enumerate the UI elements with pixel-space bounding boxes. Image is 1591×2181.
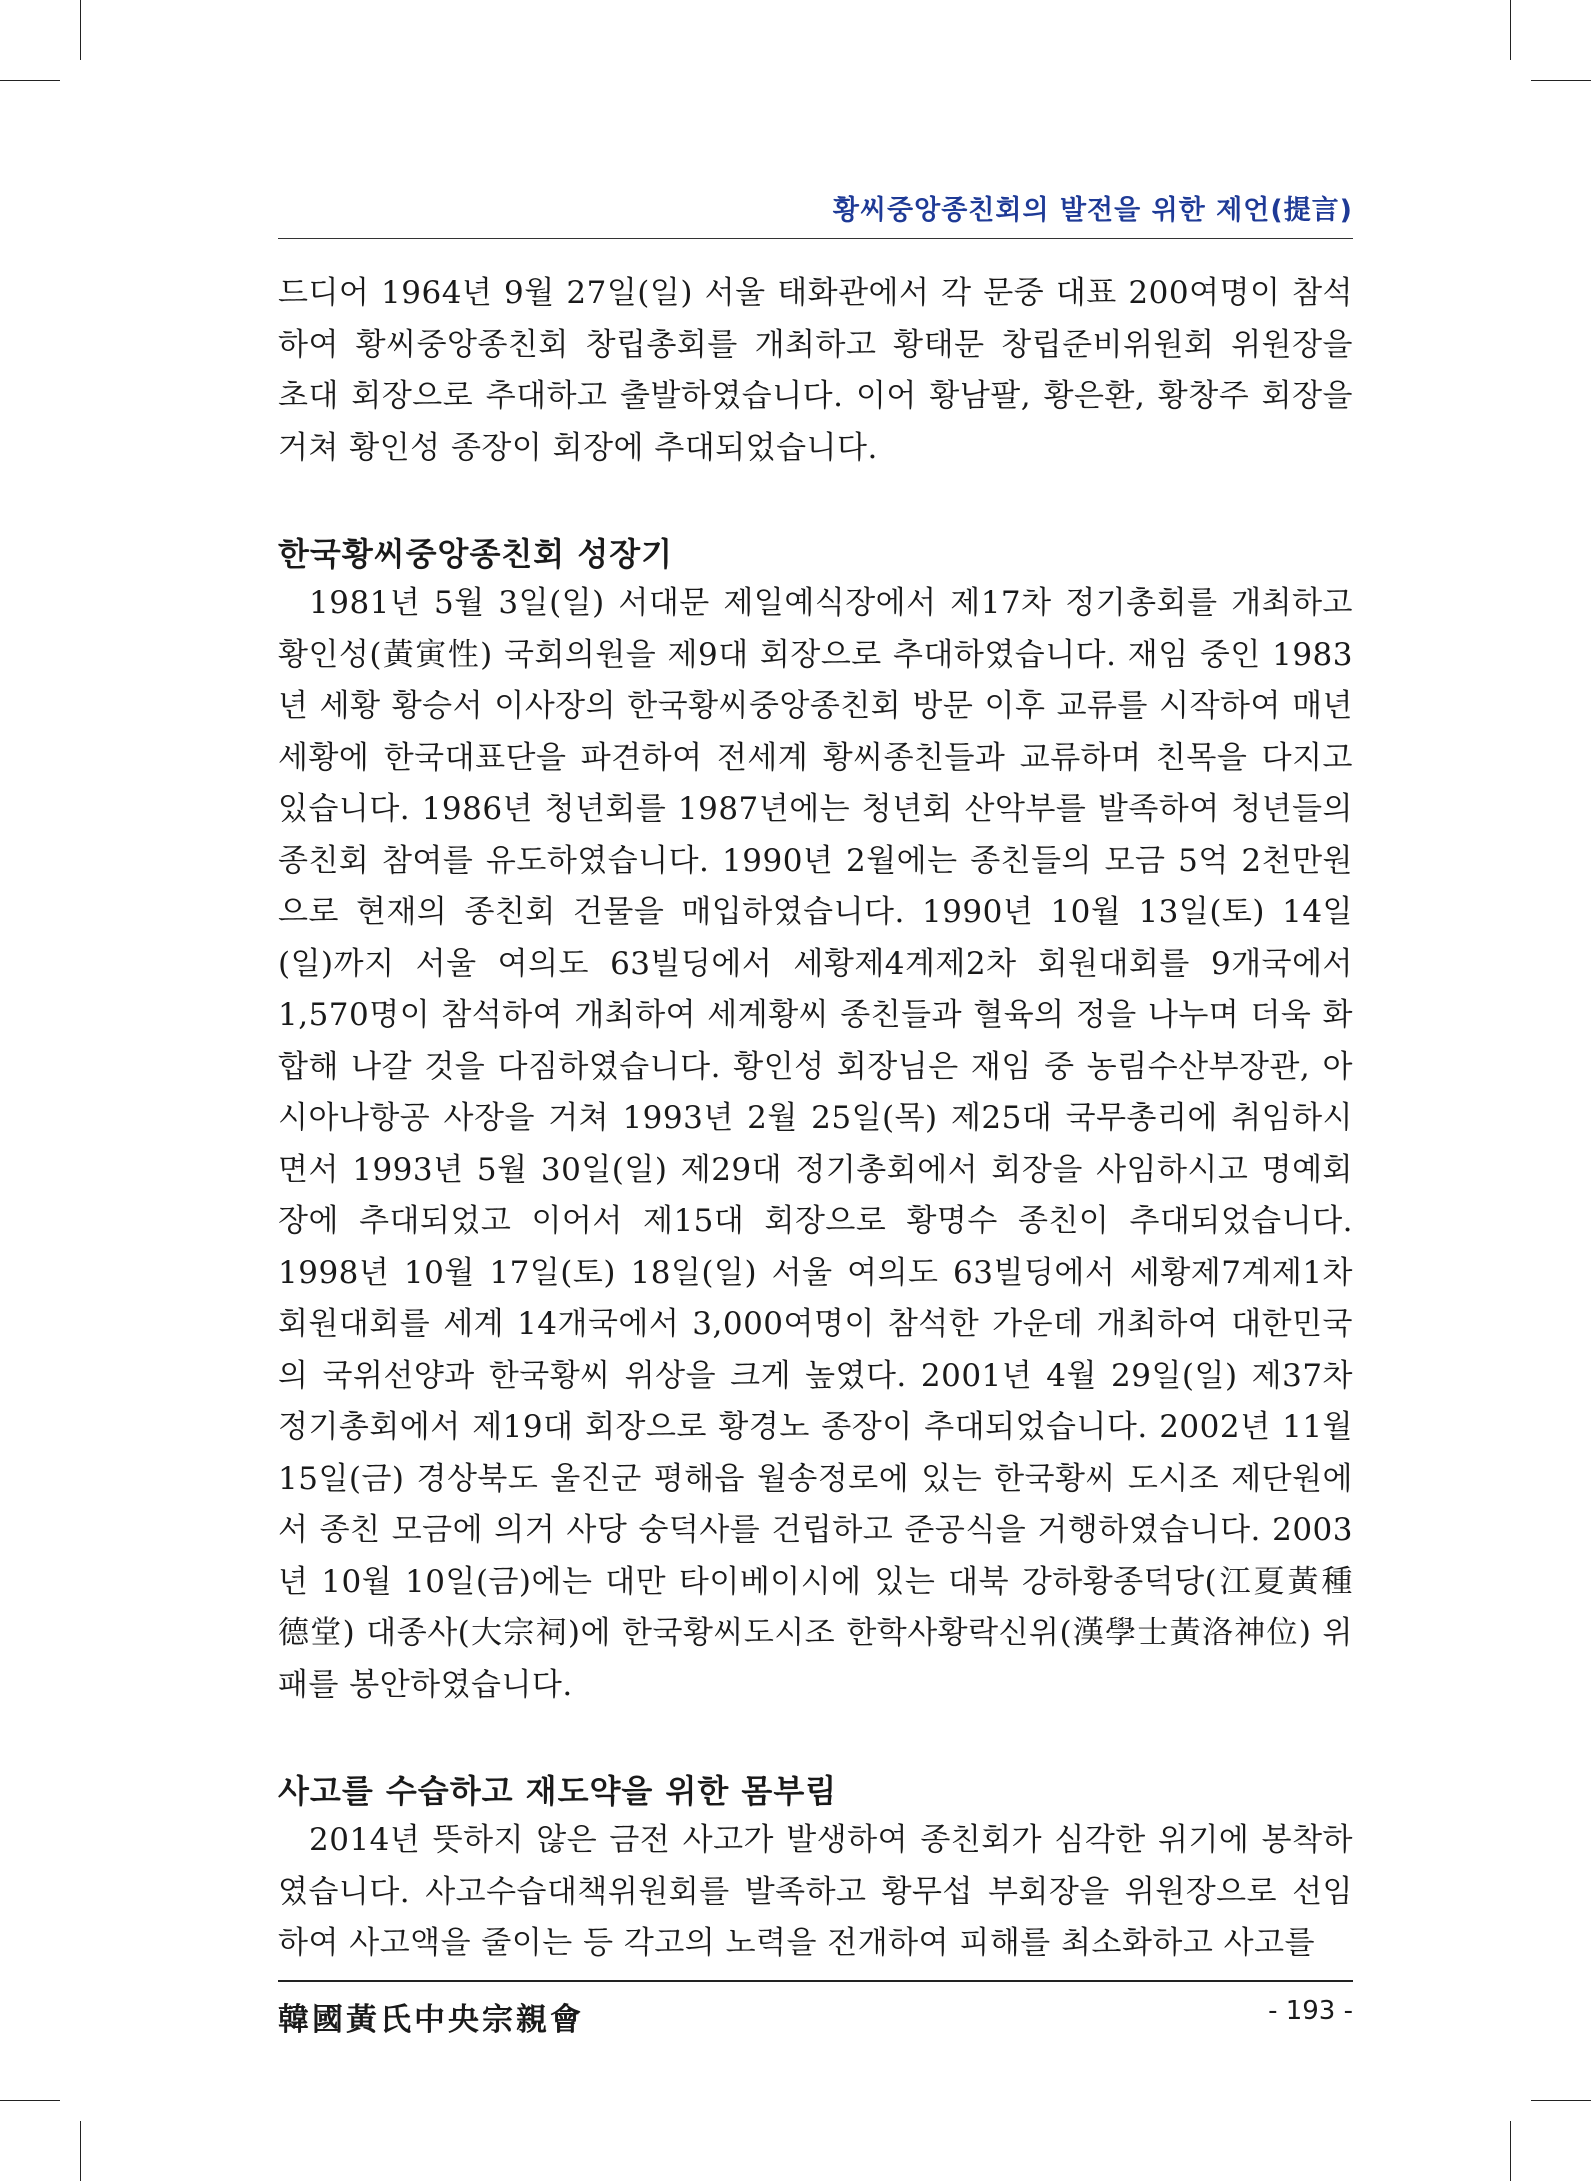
intro-paragraph: 드디어 1964년 9월 27일(일) 서울 태화관에서 각 문중 대표 200여명이 참석하여 황씨중앙종친회 창립총회를 개최하고 황태문 창립준비위원회 위원장을 초대 회장으로 추대하고 출발하였습니다. 이어 황남팔, 황은환, 황창주 회장을 거쳐 황인성 종장이 회장에 추대되었습니다. — [278, 275, 1353, 466]
page-number: - 193 - — [1268, 1996, 1353, 2026]
page-body — [278, 268, 1353, 1970]
crop-mark — [1531, 80, 1591, 81]
header-divider — [278, 238, 1353, 239]
section-heading-growth: 한국황씨중앙종친회 성장기 — [278, 535, 674, 573]
footer-organization: 韓國黃氏中央宗親會 — [278, 2002, 584, 2038]
footer-divider — [278, 1980, 1353, 1982]
section-body-growth: 1981년 5월 3일(일) 서대문 제일예식장에서 제17차 정기총회를 개최하고 황인성(黃寅性) 국회의원을 제9대 회장으로 추대하였습니다. 재임 중인 1983년 세황 황승서 이사장의 한국황씨중앙종친회 방문 이후 교류를 시작하여 매년 세황에 한국대표단을 파견하여 전세계 황씨종친들과 교류하며 친목을 다지고 있습니다. 1986년 청년회를 1987년에는 청년회 산악부를 발족하여 청년들의 종친회 참여를 유도하였습니다. 1990년 2월에는 종친들의 모금 5억 2천만원으로 현재의 종친회 건물을 매입하였습니다. 1990년 10월 13일(토) 14일(일)까지 서울 여의도 63빌딩에서 세황제4계제2차 회원대회를 9개국에서 1,570명이 참석하여 개최하여 세계황씨 종친들과 혈육의 정을 나누며 더욱 화합해 나갈 것을 다짐하였습니다. 황인성 회장님은 재임 중 농림수산부장관, 아시아나항공 사장을 거쳐 1993년 2월 25일(목) 제25대 국무총리에 취임하시면서 1993년 5월 30일(일) 제29대 정기총회에서 회장을 사임하시고 명예회장에 추대되었고 이어서 제15대 회장으로 황명수 종친이 추대되었습니다. 1998년 10월 17일(토) 18일(일) 서울 여의도 63빌딩에서 세황제7계제1차 회원대회를 세계 14개국에서 3,000여명이 참석한 가운데 개최하여 대한민국의 국위선양과 한국황씨 위상을 크게 높였다. 2001년 4월 29일(일) 제37차 정기총회에서 제19대 회장으로 황경노 종장이 추대되었습니다. 2002년 11월 15일(금) 경상북도 울진군 평해읍 월송정로에 있는 한국황씨 도시조 제단원에서 종친 모금에 의거 사당 숭덕사를 건립하고 준공식을 거행하였습니다. 2003년 10월 10일(금)에는 대만 타이베이시에 있는 대북 강하황종덕당(江夏黃種德堂) 대종사(大宗祠)에 한국황씨도시조 한학사황락신위(漢學士黃洛神位) 위패를 봉안하였습니다. — [278, 585, 1353, 1703]
crop-mark — [1531, 2100, 1591, 2101]
section-body-recovery: 2014년 뜻하지 않은 금전 사고가 발생하여 종친회가 심각한 위기에 봉착하였습니다. 사고수습대책위원회를 발족하고 황무섭 부회장을 위원장으로 선임하여 사고액을 줄이는 등 각고의 노력을 전개하여 피해를 최소화하고 사고를 — [278, 1822, 1353, 1961]
crop-mark — [0, 2100, 60, 2101]
crop-mark — [0, 80, 60, 81]
running-head: 황씨중앙종친회의 발전을 위한 제언(提言) — [832, 195, 1353, 226]
crop-mark — [1510, 0, 1511, 60]
crop-mark — [1510, 2121, 1511, 2181]
section-heading-recovery: 사고를 수습하고 재도약을 위한 몸부림 — [278, 1772, 838, 1810]
crop-mark — [80, 0, 81, 60]
crop-mark — [80, 2121, 81, 2181]
